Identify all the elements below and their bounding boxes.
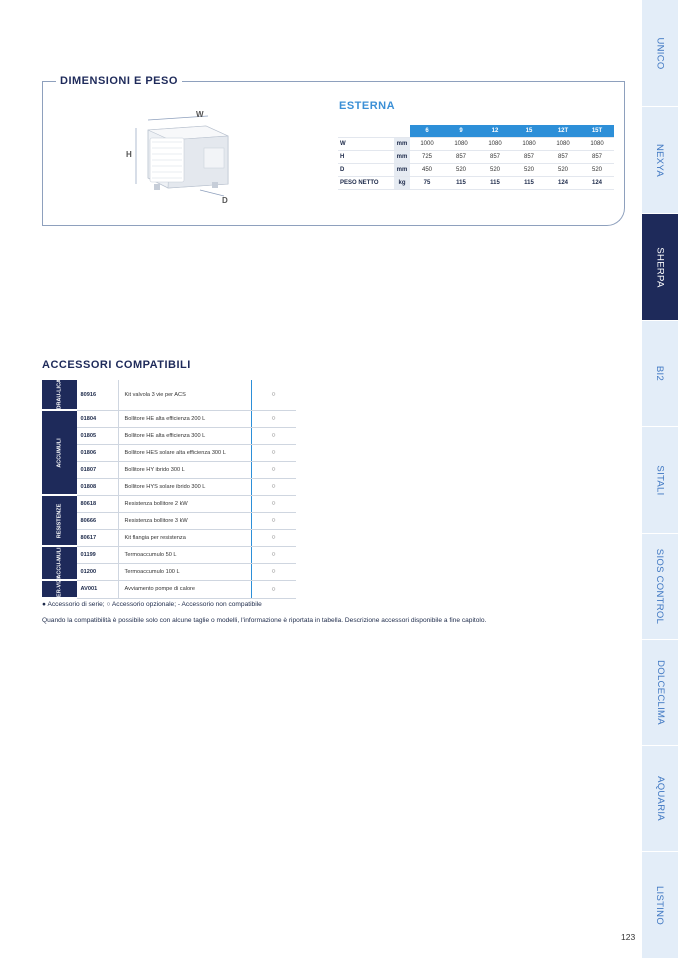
dimension-label-d: D: [222, 196, 228, 205]
row-value: 857: [546, 151, 580, 164]
compatibility-mark: ○: [251, 380, 296, 410]
row-value: 115: [478, 177, 512, 190]
accessory-code: 01804: [77, 410, 119, 427]
legend: ● Accessorio di serie; ○ Accessorio opzionale; - Accessorio non compatibile: [42, 601, 262, 608]
row-value: 1080: [546, 138, 580, 151]
compatibility-mark: ○: [251, 546, 296, 563]
accessories-title: ACCESSORI COMPATIBILI: [42, 359, 191, 371]
side-tab-listino[interactable]: [642, 852, 678, 959]
accessory-description: Resistenza bollitore 3 kW: [118, 512, 251, 529]
row-value: 520: [478, 164, 512, 177]
row-value: 124: [546, 177, 580, 190]
outdoor-unit-diagram: [120, 108, 240, 208]
side-tab-nexya[interactable]: [642, 107, 678, 214]
page-number: 123: [621, 932, 636, 942]
side-tab-aquaria[interactable]: [642, 746, 678, 852]
accessory-code: 01200: [77, 563, 119, 580]
side-tab-label: SHERPA: [654, 246, 666, 288]
accessory-description: Bollitore HY ibrido 300 L: [118, 461, 251, 478]
esterna-subtitle: ESTERNA: [339, 100, 396, 112]
model-header: 6: [410, 125, 444, 138]
accessory-description: Bollitore HYS solare ibrido 300 L: [118, 478, 251, 495]
dimensions-row: [338, 177, 614, 190]
accessories-table: [42, 380, 296, 599]
side-tab-sitali[interactable]: [642, 427, 678, 534]
row-label: W: [338, 138, 394, 151]
row-value: 520: [444, 164, 478, 177]
accessory-description: Resistenza bollitore 2 kW: [118, 495, 251, 512]
compatibility-mark: ○: [251, 410, 296, 427]
dimensions-table: [338, 125, 614, 190]
accessory-description: Bollitore HE alta efficienza 300 L: [118, 427, 251, 444]
row-value: 75: [410, 177, 444, 190]
accessory-code: 01199: [77, 546, 119, 563]
model-header: 12T: [546, 125, 580, 138]
row-value: 1000: [410, 138, 444, 151]
accessory-group-label: RESISTENZE: [56, 503, 63, 538]
compatibility-mark: ○: [251, 580, 296, 598]
accessory-description: Bollitore HES solare alta efficienza 300 L: [118, 444, 251, 461]
side-tab-label: AQUARIA: [654, 776, 666, 821]
row-value: 115: [444, 177, 478, 190]
row-value: 1080: [580, 138, 614, 151]
accessory-row: [42, 380, 296, 410]
accessory-row: [42, 444, 296, 461]
accessory-row: [42, 546, 296, 563]
accessory-group: [42, 410, 77, 495]
dimension-label-w: W: [196, 110, 204, 119]
dimension-label-h: H: [126, 150, 132, 159]
compatibility-mark: ○: [251, 444, 296, 461]
accessory-code: 01805: [77, 427, 119, 444]
accessory-row: [42, 478, 296, 495]
accessory-code: 80916: [77, 380, 119, 410]
accessory-description: Termoaccumulo 100 L: [118, 563, 251, 580]
accessory-row: [42, 529, 296, 546]
compatibility-mark: ○: [251, 563, 296, 580]
side-tab-label: SITALI: [654, 464, 666, 496]
side-tab-sherpa[interactable]: [642, 214, 678, 321]
accessory-row: [42, 512, 296, 529]
accessory-row: [42, 461, 296, 478]
accessory-description: Avviamento pompe di calore: [118, 580, 251, 598]
accessory-code: 80618: [77, 495, 119, 512]
row-value: 450: [410, 164, 444, 177]
side-tab-label: NEXYA: [654, 143, 666, 177]
accessory-code: AV001: [77, 580, 119, 598]
row-value: 857: [580, 151, 614, 164]
dimensions-title: DIMENSIONI E PESO: [56, 75, 182, 87]
accessory-description: Kit flangia per resistenza: [118, 529, 251, 546]
accessory-row: [42, 427, 296, 444]
row-label: PESO NETTO: [338, 177, 394, 190]
side-tab-sios-control[interactable]: [642, 534, 678, 640]
model-header: 15: [512, 125, 546, 138]
side-tab-label: LISTINO: [654, 885, 666, 925]
model-header: 12: [478, 125, 512, 138]
row-value: 520: [580, 164, 614, 177]
row-unit: mm: [394, 151, 410, 164]
compatibility-note: Quando la compatibilità è possibile solo con alcune taglie o modelli, l'informazione è riportata in tabella. Descrizione accessori disponibile a fine capitolo.: [42, 617, 487, 624]
compatibility-mark: ○: [251, 427, 296, 444]
accessory-description: Termoaccumulo 50 L: [118, 546, 251, 563]
row-value: 1080: [444, 138, 478, 151]
accessory-row: [42, 410, 296, 427]
side-tab-label: BI2: [654, 365, 666, 382]
model-header: 15T: [580, 125, 614, 138]
accessory-group: [42, 495, 77, 546]
compatibility-mark: ○: [251, 461, 296, 478]
row-value: 857: [444, 151, 478, 164]
row-label: D: [338, 164, 394, 177]
row-value: 725: [410, 151, 444, 164]
accessory-group: [42, 577, 77, 601]
row-value: 857: [478, 151, 512, 164]
accessory-code: 80617: [77, 529, 119, 546]
side-tab-unico[interactable]: [642, 0, 678, 107]
dimensions-row: [338, 138, 614, 151]
dimensions-row: [338, 151, 614, 164]
accessory-code: 01806: [77, 444, 119, 461]
accessory-row: [42, 580, 296, 598]
row-value: 520: [512, 164, 546, 177]
side-tab-bar: [642, 0, 678, 959]
row-unit: mm: [394, 138, 410, 151]
side-tab-dolceclima[interactable]: [642, 640, 678, 746]
side-tab-label: DOLCECLIMA: [654, 660, 666, 725]
row-label: H: [338, 151, 394, 164]
accessory-row: [42, 495, 296, 512]
row-value: 124: [580, 177, 614, 190]
row-value: 1080: [512, 138, 546, 151]
model-header: 9: [444, 125, 478, 138]
accessory-row: [42, 563, 296, 580]
row-value: 520: [546, 164, 580, 177]
side-tab-label: SIOS CONTROL: [654, 548, 666, 625]
row-value: 857: [512, 151, 546, 164]
accessory-code: 01808: [77, 478, 119, 495]
compatibility-mark: ○: [251, 512, 296, 529]
row-unit: mm: [394, 164, 410, 177]
accessory-description: Kit valvola 3 vie per ACS: [118, 380, 251, 410]
accessory-group-label: IDRAU-LICA: [56, 378, 63, 411]
dimensions-row: [338, 164, 614, 177]
row-value: 1080: [478, 138, 512, 151]
side-tab-bi2[interactable]: [642, 321, 678, 427]
accessory-group: [42, 380, 77, 410]
accessory-group-label: ACCUMULI: [56, 437, 63, 468]
accessory-code: 80666: [77, 512, 119, 529]
row-unit: kg: [394, 177, 410, 190]
compatibility-mark: ○: [251, 529, 296, 546]
accessory-group-label: SER-VIZI: [56, 577, 63, 601]
accessory-description: Bollitore HE alta efficienza 200 L: [118, 410, 251, 427]
side-tab-label: UNICO: [654, 36, 666, 70]
row-value: 115: [512, 177, 546, 190]
compatibility-mark: ○: [251, 478, 296, 495]
compatibility-mark: ○: [251, 495, 296, 512]
accessory-code: 01807: [77, 461, 119, 478]
accessory-group-label: ACCU-MULI: [56, 547, 63, 579]
